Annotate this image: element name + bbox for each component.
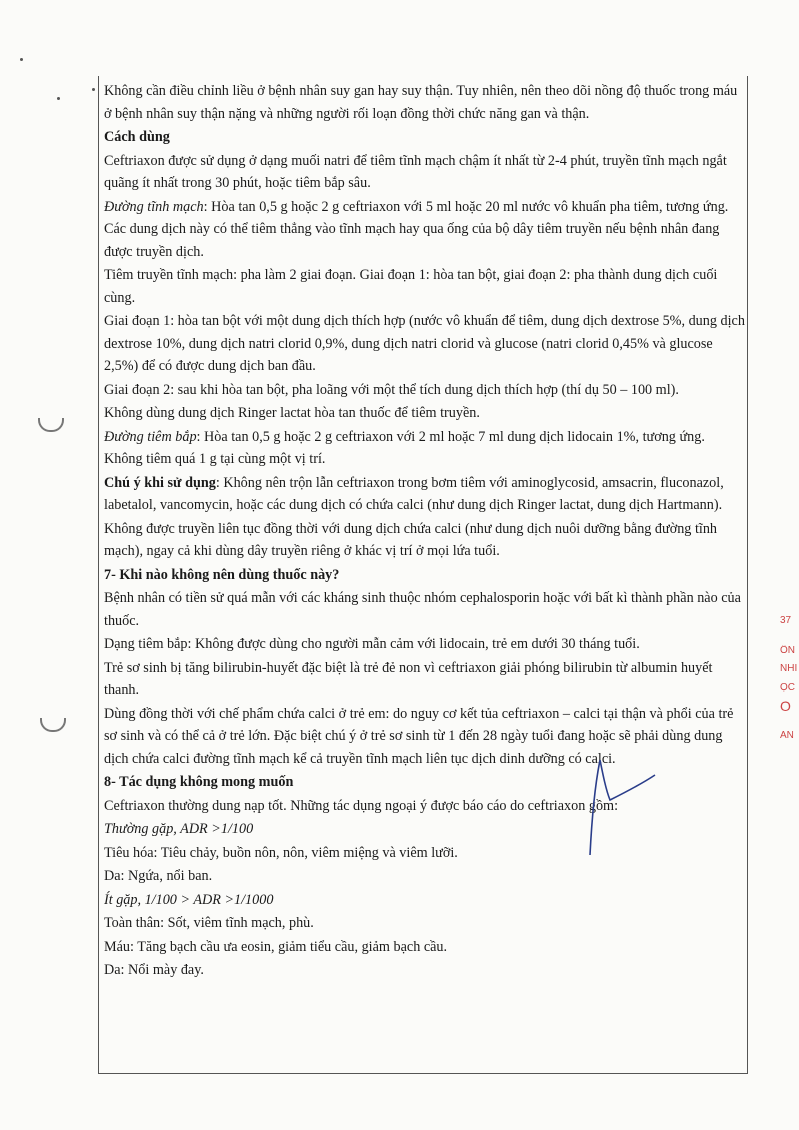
section-heading: Cách dùng <box>104 129 170 145</box>
paragraph-text: : Hòa tan 0,5 g hoặc 2 g ceftriaxon với 5 ml hoặc 20 ml nước vô khuẩn pha tiêm, tương ứng. Các dung dịch này có thể tiêm thẳng vào tĩnh mạch hay qua ống của bộ dây tiêm truyền nếu bệnh nhân đang được truyền dịch. <box>104 198 729 260</box>
paragraph-text: : Không nên trộn lẫn ceftriaxon trong bơm tiêm với aminoglycosid, amsacrin, fluconazol, labetalol, vancomycin, hoặc các dung dịch có chứa calci (như dung dịch Ringer lactat, dung dịch Hartmann). <box>104 474 724 513</box>
paragraph: Tiêu hóa: Tiêu chảy, buồn nôn, nôn, viêm miệng và viêm lưỡi. <box>104 844 458 861</box>
scan-speck <box>92 88 95 91</box>
paragraph: Giai đoạn 1: hòa tan bột với một dung dịch thích hợp (nước vô khuẩn để tiêm, dung dịch dextrose 5%, dung dịch dextrose 10%, dung dịch natri clorid 0,9%, dung dịch natri clorid và glucose (natri clorid 0,45% và glucose 2,5%) để có được dung dịch ban đầu. <box>104 313 745 374</box>
paragraph: Tiêm truyền tĩnh mạch: pha làm 2 giai đoạn. Giai đoạn 1: hòa tan bột, giai đoạn 2: pha thành dung dịch cuối cùng. <box>104 267 718 306</box>
paragraph: Thường gặp, ADR >1/100 <box>104 821 254 837</box>
paragraph: Máu: Tăng bạch cầu ưa eosin, giảm tiểu cầu, giảm bạch cầu. <box>104 938 448 955</box>
margin-fragment: NHI <box>780 663 798 674</box>
paragraph: Dạng tiêm bắp: Không được dùng cho người mẫn cảm với lidocain, trẻ em dưới 30 tháng tuổi. <box>104 636 640 652</box>
paragraph-text: : Hòa tan 0,5 g hoặc 2 g ceftriaxon với 2 ml hoặc 7 ml dung dịch lidocain 1%, tương ứng. Không tiêm quá 1 g tại cùng một vị trí. <box>104 428 705 467</box>
paragraph: Ceftriaxon thường dung nạp tốt. Những tác dụng ngoại ý được báo cáo do ceftriaxon gồm: <box>104 797 619 814</box>
paragraph: Không cần điều chỉnh liều ở bệnh nhân suy gan hay suy thận. Tuy nhiên, nên theo dõi nồng độ thuốc trong máu ở bệnh nhân suy thận nặng và những người rối loạn đồng thời chức năng gan và thận. <box>104 83 738 122</box>
margin-fragment: ỐN <box>780 645 795 656</box>
paragraph: Giai đoạn 2: sau khi hòa tan bột, pha loãng với một thể tích dung dịch thích hợp (thí dụ 50 – 100 ml). <box>104 381 679 398</box>
paragraph: Ceftriaxon được sử dụng ở dạng muối natri để tiêm tĩnh mạch chậm ít nhất từ 2-4 phút, truyền tĩnh mạch ngắt quãng ít nhất trong 30 phút, hoặc tiêm bắp sâu. <box>104 152 727 191</box>
section-heading: 8- Tác dụng không mong muốn <box>104 774 294 790</box>
paragraph: Dùng đồng thời với chế phẩm chứa calci ở trẻ em: do nguy cơ kết tủa ceftriaxon – calci tại thận và phổi của trẻ sơ sinh và có thể cả ở trẻ lớn. Đặc biệt chú ý ở trẻ sơ sinh từ 1 đến 28 ngày tuổi đang hoặc sẽ phải dùng dung dịch chứa calci đường tĩnh mạch kể cả truyền tĩnh mạch liên tục dịch dinh dưỡng có calci. <box>104 705 734 767</box>
paragraph <box>104 472 746 517</box>
scan-speck <box>57 97 60 100</box>
paragraph <box>104 426 746 471</box>
paragraph: Da: Ngứa, nổi ban. <box>104 868 213 884</box>
paragraph: Toàn thân: Sốt, viêm tĩnh mạch, phù. <box>104 915 314 931</box>
paragraph: Ít gặp, 1/100 > ADR >1/1000 <box>104 891 274 908</box>
paragraph: Không được truyền liên tục đồng thời với dung dịch chứa calci (như dung dịch nuôi dưỡng bằng đường tĩnh mạch), ngay cả khi dùng dây truyền riêng ở khác vị trí ở mọi lứa tuổi. <box>104 520 718 559</box>
scan-speck <box>20 58 23 61</box>
margin-fragment: ỌC <box>780 682 795 693</box>
punch-hole-mark <box>40 718 66 732</box>
margin-fragment: O <box>780 698 791 714</box>
margin-fragment: AN <box>780 730 794 741</box>
paragraph: Trẻ sơ sinh bị tăng bilirubin-huyết đặc biệt là trẻ đẻ non vì ceftriaxon giải phóng bilirubin từ albumin huyết thanh. <box>104 659 713 698</box>
paragraph <box>104 196 746 264</box>
paragraph-lead: Đường tiêm bắp <box>104 428 197 445</box>
punch-hole-mark <box>38 418 64 432</box>
paragraph: Da: Nổi mày đay. <box>104 962 204 978</box>
paragraph: Không dùng dung dịch Ringer lactat hòa tan thuốc để tiêm truyền. <box>104 405 480 421</box>
pen-annotation-mark <box>570 755 690 865</box>
section-heading: 7- Khi nào không nên dùng thuốc này? <box>104 566 340 583</box>
margin-fragment: 37 <box>780 615 792 626</box>
paragraph-lead: Đường tĩnh mạch <box>104 198 204 215</box>
paragraph-lead: Chú ý khi sử dụng <box>104 474 216 491</box>
paragraph: Bệnh nhân có tiền sử quá mẫn với các kháng sinh thuộc nhóm cephalosporin hoặc với bất kì thành phần nào của thuốc. <box>104 590 741 629</box>
